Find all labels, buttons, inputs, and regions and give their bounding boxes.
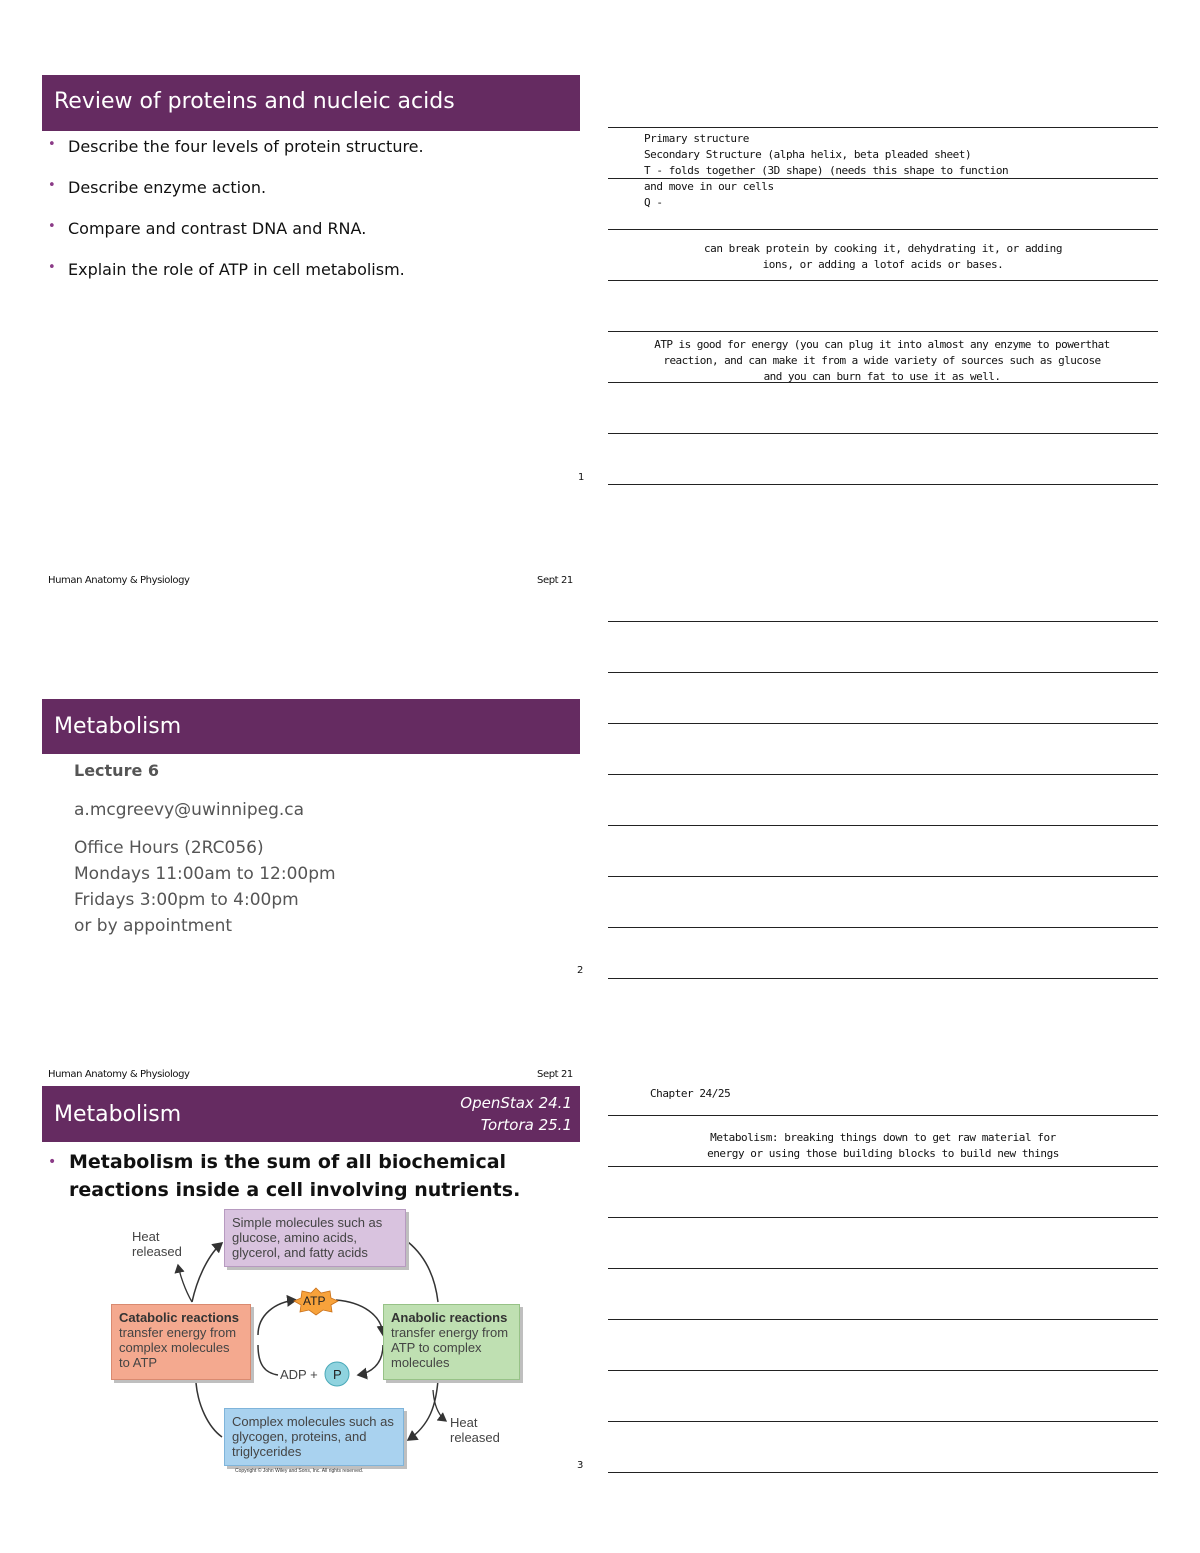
heat-released-right: Heat released bbox=[450, 1415, 500, 1445]
note-protein-denature: can break protein by cooking it, dehydrating it, or adding ions, or adding a lotof acids or bases. bbox=[703, 242, 1062, 271]
list-item: • Describe enzyme action. bbox=[48, 178, 267, 197]
catabolic-reactions-box bbox=[111, 1304, 251, 1380]
slide2-footer-date: Sept 21 bbox=[537, 1069, 573, 1080]
bullet-icon: • bbox=[48, 137, 56, 152]
note-line bbox=[608, 978, 1158, 979]
slide3-header bbox=[42, 1086, 580, 1142]
slide2-footer-course: Human Anatomy & Physiology bbox=[48, 1069, 190, 1080]
note-line bbox=[608, 1319, 1158, 1320]
bullet-icon: • bbox=[48, 260, 56, 275]
slide2-page-number: 2 bbox=[577, 965, 584, 976]
slide1-title: Review of proteins and nucleic acids bbox=[54, 89, 455, 114]
note-line bbox=[608, 484, 1158, 485]
slide1-footer-course: Human Anatomy & Physiology bbox=[48, 575, 190, 586]
note-atp-energy: ATP is good for energy (you can plug it into almost any enzyme to powerthat reaction, and can make it from a wide variety of sources such as glucose and you can burn fat to use it as well. bbox=[654, 338, 1110, 383]
note-line bbox=[608, 672, 1158, 673]
metabolism-definition-text: is the sum of all biochemical reactions inside a cell involving nutrients. bbox=[69, 1151, 521, 1201]
note-line bbox=[608, 621, 1158, 622]
simple-molecules-box: Simple molecules such as glucose, amino acids, glycerol, and fatty acids bbox=[224, 1209, 406, 1267]
anabolic-text: transfer energy from ATP to complex molecules bbox=[391, 1325, 509, 1370]
note-metabolism-definition: Metabolism: breaking things down to get raw material for energy or using those building blocks to build new things bbox=[707, 1131, 1059, 1160]
complex-molecules-box: Complex molecules such as glycogen, proteins, and triglycerides bbox=[224, 1408, 404, 1466]
note-line bbox=[608, 1166, 1158, 1167]
slide1-header bbox=[42, 75, 580, 131]
note-protein-structure: Primary structure Secondary Structure (alpha helix, beta pleaded sheet) T - folds together (3D shape) (needs this shape to function and move in our cells Q - bbox=[644, 132, 1009, 209]
atp-label: ATP bbox=[303, 1294, 326, 1308]
note-line bbox=[608, 876, 1158, 877]
slide2-title: Metabolism bbox=[54, 714, 182, 739]
note-line bbox=[608, 1268, 1158, 1269]
copyright-text: Copyright © John Wiley and Sons, Inc. All rights reserved. bbox=[235, 1468, 364, 1474]
lecture-label: Lecture 6 bbox=[74, 761, 160, 780]
office-hours-title: Office Hours (2RC056) bbox=[74, 838, 264, 858]
anabolic-title: Anabolic reactions bbox=[391, 1310, 508, 1325]
heat-released-left: Heat released bbox=[132, 1229, 182, 1259]
catabolic-title: Catabolic reactions bbox=[119, 1310, 239, 1325]
list-item: • Explain the role of ATP in cell metabolism. bbox=[48, 260, 405, 279]
list-item: • Compare and contrast DNA and RNA. bbox=[48, 219, 367, 238]
anabolic-reactions-box bbox=[383, 1304, 520, 1380]
slide3-page-number: 3 bbox=[577, 1460, 584, 1471]
note-line bbox=[608, 280, 1158, 281]
tortora-reference: Tortora 25.1 bbox=[480, 1116, 572, 1134]
slide1-bullet-list bbox=[48, 137, 424, 301]
phosphate-label: P bbox=[333, 1367, 342, 1382]
office-hours-friday: Fridays 3:00pm to 4:00pm bbox=[74, 890, 299, 910]
note-line bbox=[608, 927, 1158, 928]
note-line bbox=[608, 433, 1158, 434]
bullet-icon: • bbox=[48, 1154, 57, 1170]
note-line bbox=[608, 331, 1158, 332]
note-chapter: Chapter 24/25 bbox=[650, 1087, 731, 1100]
bullet-icon: • bbox=[48, 178, 56, 193]
metabolism-term: Metabolism bbox=[69, 1151, 194, 1173]
slide3-title: Metabolism bbox=[54, 1102, 182, 1127]
email-text: a.mcgreevy@uwinnipeg.ca bbox=[74, 800, 305, 820]
note-line bbox=[608, 825, 1158, 826]
list-item: • Describe the four levels of protein structure. bbox=[48, 137, 424, 156]
bullet-icon: • bbox=[48, 219, 56, 234]
note-line bbox=[608, 1472, 1158, 1473]
note-line bbox=[608, 1370, 1158, 1371]
note-line bbox=[608, 1217, 1158, 1218]
note-line bbox=[608, 1115, 1158, 1116]
metabolism-diagram bbox=[100, 1205, 540, 1485]
note-line bbox=[608, 774, 1158, 775]
note-line bbox=[608, 127, 1158, 128]
note-line bbox=[608, 1421, 1158, 1422]
adp-label: ADP + bbox=[280, 1367, 318, 1382]
metabolism-definition bbox=[48, 1148, 583, 1204]
office-hours-monday: Mondays 11:00am to 12:00pm bbox=[74, 864, 336, 884]
office-hours-appointment: or by appointment bbox=[74, 916, 233, 936]
note-line bbox=[608, 229, 1158, 230]
note-line bbox=[608, 723, 1158, 724]
slide2-header bbox=[42, 699, 580, 754]
openstax-reference: OpenStax 24.1 bbox=[460, 1094, 572, 1112]
catabolic-text: transfer energy from complex molecules to ATP bbox=[119, 1325, 237, 1370]
slide1-page-number: 1 bbox=[578, 472, 585, 483]
slide1-footer-date: Sept 21 bbox=[537, 575, 573, 586]
